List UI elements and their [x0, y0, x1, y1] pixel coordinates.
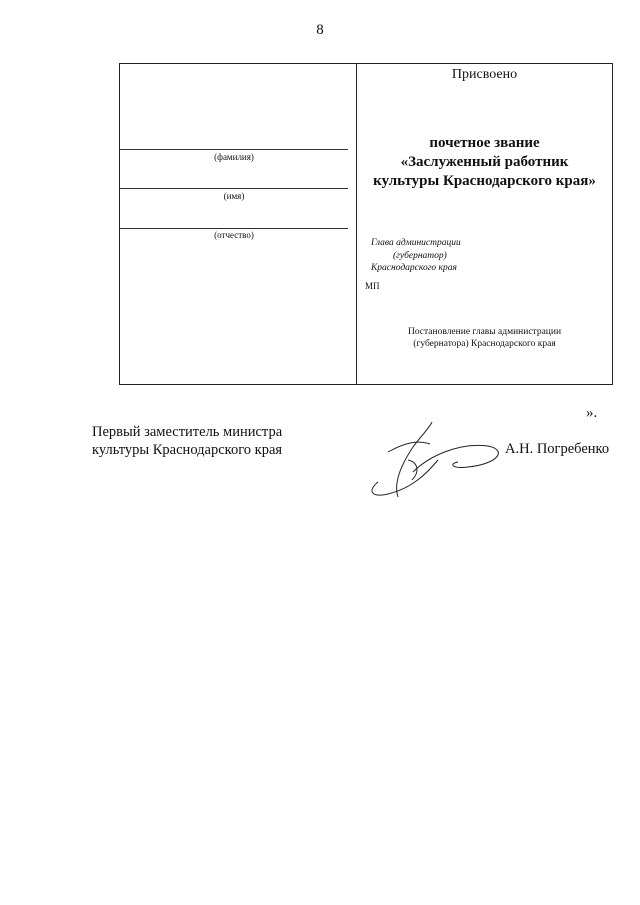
decree-line-1: Постановление главы администрации — [407, 327, 562, 337]
award-certificate-form — [119, 63, 613, 385]
stamp-label: МП — [365, 281, 380, 291]
assigned-heading: Присвоено — [451, 67, 518, 82]
page-number: 8 — [316, 22, 324, 38]
closing-quote: ». — [586, 405, 598, 421]
signer-name: А.Н. Погребенко — [505, 441, 610, 457]
decree-reference — [357, 326, 612, 350]
patronymic-caption: (отчество) — [214, 230, 254, 240]
signatory-block — [371, 237, 461, 275]
signer-position — [92, 423, 282, 459]
signatory-line-1: Глава администрации — [371, 238, 461, 248]
honorary-title-line-3: культуры Краснодарского края» — [373, 173, 596, 189]
honorary-title-line-2: «Заслуженный работник — [400, 154, 569, 170]
surname-line — [120, 149, 348, 150]
honorary-title — [357, 134, 612, 191]
signer-position-line-2: культуры Краснодарского края — [92, 442, 283, 458]
decree-line-2: (губернатора) Краснодарского края — [413, 339, 556, 349]
signer-position-line-1: Первый заместитель министра — [92, 424, 283, 440]
name-line — [120, 188, 348, 189]
award-panel — [357, 64, 612, 384]
handwritten-signature — [358, 412, 508, 507]
signatory-line-2: (губернатор) — [393, 250, 447, 261]
name-caption: (имя) — [223, 191, 245, 201]
honorary-title-line-1: почетное звание — [429, 135, 540, 151]
surname-caption: (фамилия) — [214, 152, 254, 162]
patronymic-line — [120, 228, 348, 229]
signatory-line-3: Краснодарского края — [371, 263, 457, 273]
